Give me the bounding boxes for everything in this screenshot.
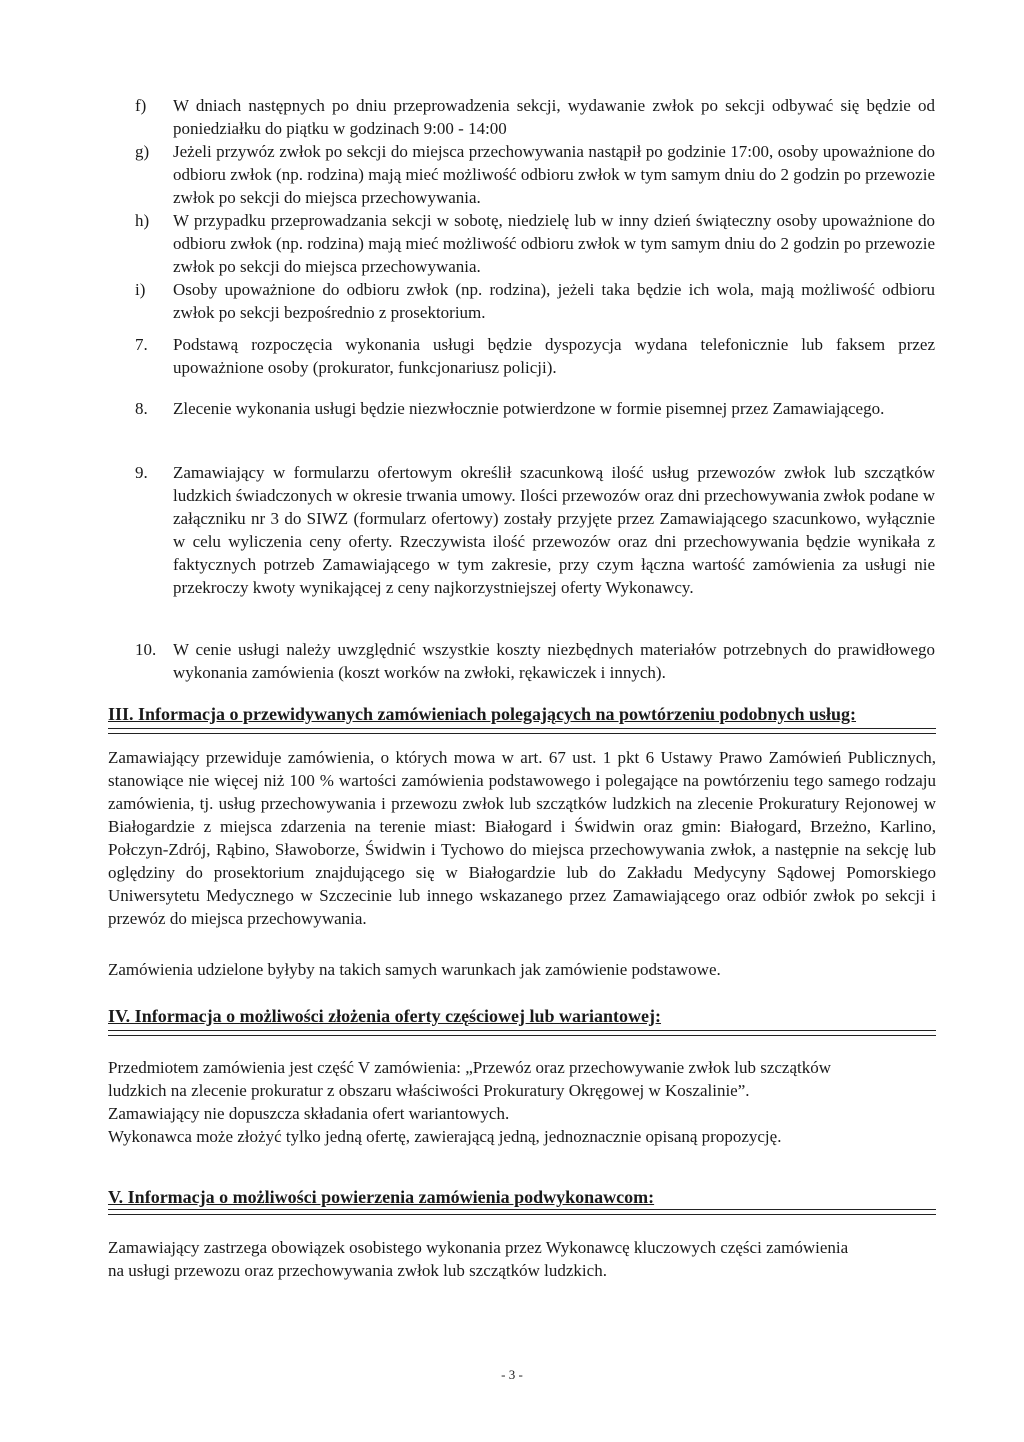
item-text: Podstawą rozpoczęcia wykonania usługi będzie dyspozycja wydana telefonicznie lub faksem przez upoważnione osoby (prokurator, funkcjonariusz policji).: [173, 335, 935, 377]
list-text: Jeżeli przywóz zwłok po sekcji do miejsca przechowywania nastąpił po godzinie 17:00, osoby upoważnione do odbioru zwłok (np. rodzina) mają mieć możliwość odbioru zwłok w tym samym dniu do 2 godzin po przewozie zwłok po sekcji do miejsca przechowywania.: [173, 142, 935, 207]
list-text: Osoby upoważnione do odbioru zwłok (np. rodzina), jeżeli taka będzie ich wola, mają możliwość odbioru zwłok po sekcji bezpośrednio z prosektorium.: [173, 280, 935, 322]
list-label: g): [135, 142, 150, 161]
list-label: h): [135, 211, 150, 230]
text-line: Zamawiający zastrzega obowiązek osobistego wykonania przez Wykonawcę kluczowych części zamówienia: [108, 1238, 849, 1257]
numbered-item-10: [135, 638, 935, 684]
section-heading-iii: [108, 702, 936, 726]
text-line: na usługi przewozu oraz przechowywania zwłok lub szczątków ludzkich.: [108, 1261, 607, 1280]
text-line: ludzkich na zlecenie prokuratur z obszaru właściwości Prokuratury Okręgowej w Koszalinie”.: [108, 1081, 750, 1100]
section-heading-iv: [108, 1004, 936, 1028]
item-number: 9.: [135, 463, 148, 482]
list-text: W dniach następnych po dniu przeprowadzenia sekcji, wydawanie zwłok po sekcji odbywać się będzie od poniedziałku do piątku w godzinach 9:00 - 14:00: [173, 96, 935, 138]
list-item-g: [135, 140, 935, 209]
item-number: 10.: [135, 640, 157, 659]
section-iii-paragraph: Zamawiający przewiduje zamówienia, o których mowa w art. 67 ust. 1 pkt 6 Ustawy Prawo Zamówień Publicznych, stanowiące nie więcej niż 100 % wartości zamówienia podstawowego i polegające na powtórzeniu tego samego rodzaju zamówienia, tj. usług przechowywania i przewozu zwłok lub szczątków ludzkich na zlecenie Prokuratury Rejonowej w Białogardzie z miejsca zdarzenia na terenie miast: Białogard i Świdwin oraz gmin: Białogard, Brzeżno, Karlino, Połczyn-Zdrój, Rąbino, Sławoborze, Świdwin i Tychowo do miejsca przechowywania zwłok, a następnie na sekcję lub oględziny do prosektorium znajdującego się w Białogardzie lub do Zakładu Medycyny Sądowej Pomorskiego Uniwersytetu Medycznego w Szczecinie lub innego wskazanego przez Zamawiającego oraz odbiór zwłok po sekcji i przewóz do miejsca przechowywania.: [108, 748, 936, 928]
section-heading-text: IV. Informacja o możliwości złożenia oferty częściowej lub wariantowej:: [108, 1006, 662, 1026]
section-iii-paragraph-2: Zamówienia udzielone byłyby na takich samych warunkach jak zamówienie podstawowe.: [108, 960, 721, 979]
item-text: Zamawiający w formularzu ofertowym określił szacunkową ilość usług przewozów zwłok lub szczątków ludzkich świadczonych w okresie trwania umowy. Ilości przewozów oraz dni przechowywania zwłok podane w załączniku nr 3 do SIWZ (formularz ofertowy) zostały przyjęte przez Zamawiającego szacunkowo, wyłącznie w celu wyliczenia ceny oferty. Rzeczywista ilość przewozów oraz dni przechowywania będzie wynikała z faktycznych potrzeb Zamawiającego w tym zakresie, przy czym łączna wartość zamówienia za usługi nie przekroczy kwoty wynikającej z ceny najkorzystniejszej oferty Wykonawcy.: [173, 463, 935, 597]
numbered-item-7: [135, 333, 935, 379]
page-number: - 3 -: [501, 1367, 523, 1382]
text-line: Zamawiający nie dopuszcza składania ofert wariantowych.: [108, 1104, 510, 1123]
section-iv-text: [108, 1056, 936, 1148]
list-item-h: [135, 209, 935, 278]
list-label: i): [135, 280, 146, 299]
list-text: W przypadku przeprowadzania sekcji w sobotę, niedzielę lub w inny dzień świąteczny osoby upoważnione do odbioru zwłok (np. rodzina) mają mieć możliwość odbioru zwłok w tym samym dniu do 2 godzin po przewozie zwłok po sekcji do miejsca przechowywania.: [173, 211, 935, 276]
section-divider: [108, 1030, 936, 1036]
item-text: W cenie usługi należy uwzględnić wszystkie koszty niezbędnych materiałów potrzebnych do prawidłowego wykonania zamówienia (koszt worków na zwłoki, rękawiczek i innych).: [173, 640, 935, 682]
text-line: Przedmiotem zamówienia jest część V zamówienia: „Przewóz oraz przechowywanie zwłok lub szczątków: [108, 1058, 831, 1077]
numbered-item-9: [135, 461, 935, 599]
text-line: Wykonawca może złożyć tylko jedną ofertę, zawierającą jedną, jednoznacznie opisaną propozycję.: [108, 1127, 782, 1146]
section-divider: [108, 728, 936, 734]
list-label: f): [135, 96, 147, 115]
item-number: 8.: [135, 399, 148, 418]
list-item-i: [135, 278, 935, 324]
section-heading-text: V. Informacja o możliwości powierzenia zamówienia podwykonawcom:: [108, 1187, 655, 1207]
list-item-f: [135, 94, 935, 140]
section-divider: [108, 1209, 936, 1215]
numbered-item-8: [135, 397, 935, 420]
item-number: 7.: [135, 335, 148, 354]
section-heading-v: [108, 1185, 936, 1209]
item-text: Zlecenie wykonania usługi będzie niezwłocznie potwierdzone w formie pisemnej przez Zamawiającego.: [173, 399, 885, 418]
section-v-text: [108, 1236, 936, 1282]
section-heading-text: III. Informacja o przewidywanych zamówieniach polegających na powtórzeniu podobnych usług:: [108, 704, 857, 724]
